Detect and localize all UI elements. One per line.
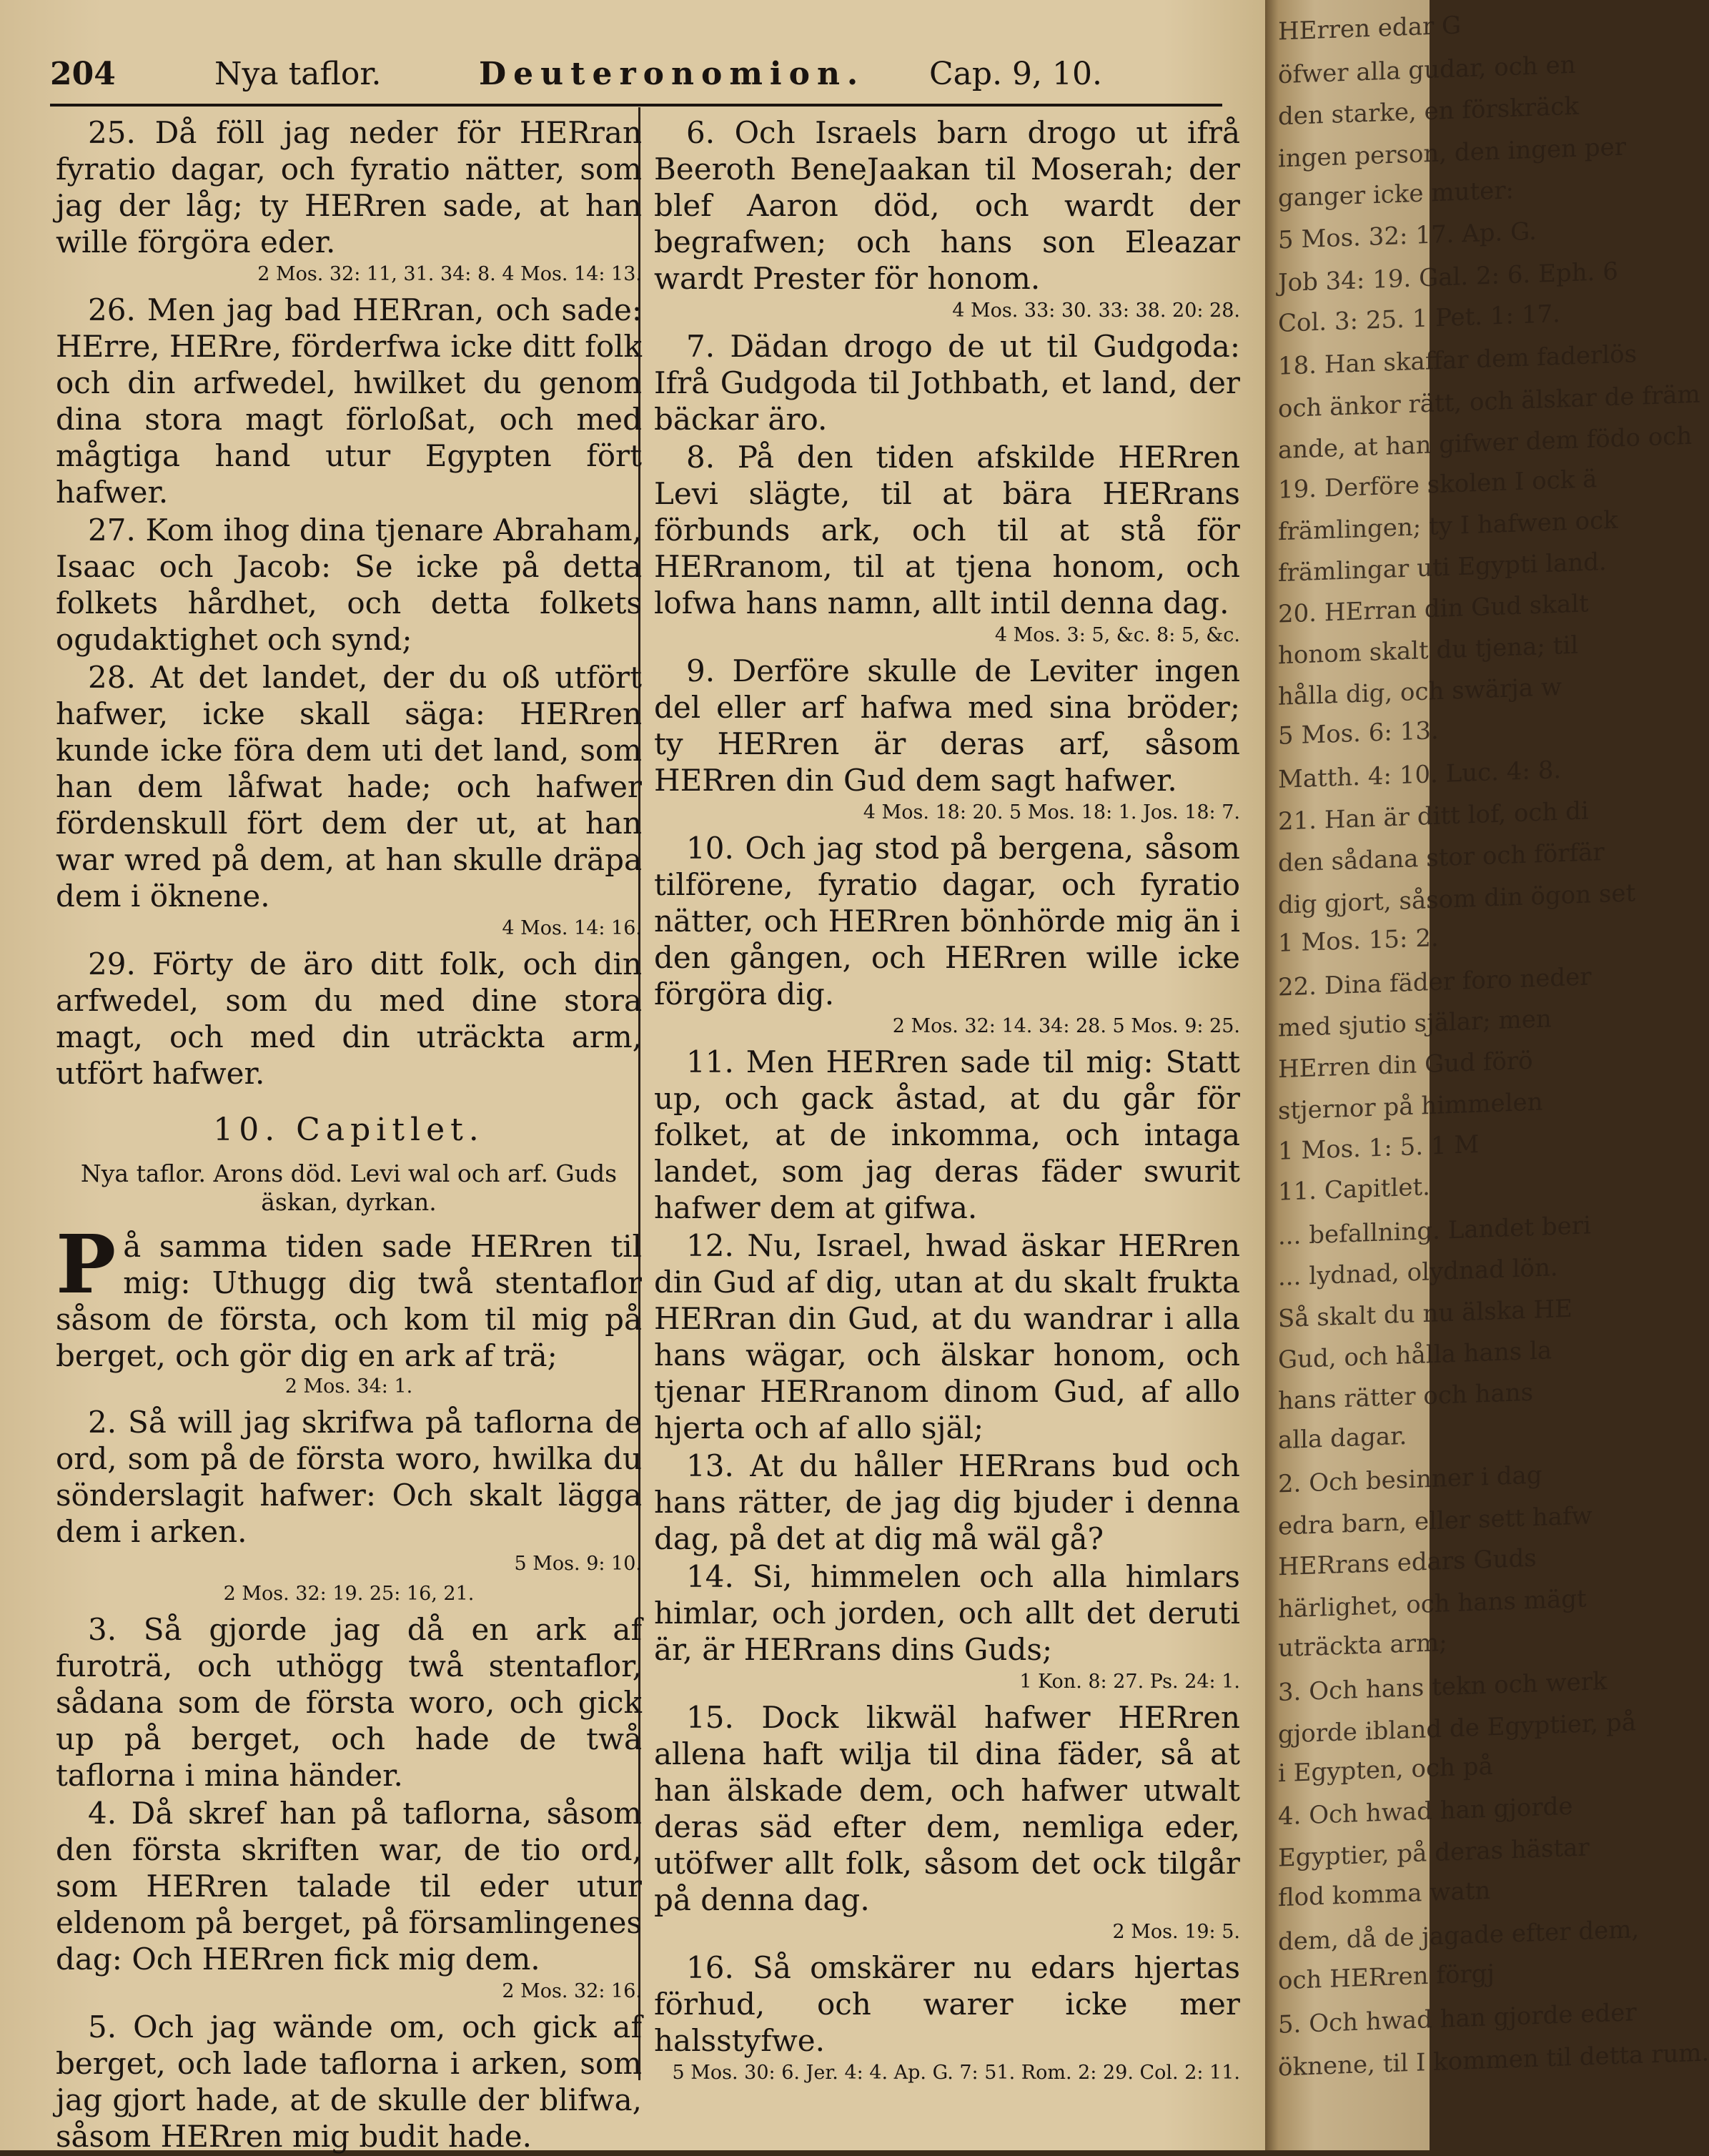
- facing-page-line: främlingen; ty I hafwen ock: [1278, 505, 1618, 547]
- cross-reference: 2 Mos. 19: 5.: [1112, 1921, 1240, 1943]
- cross-reference: 2 Mos. 32: 14. 34: 28. 5 Mos. 9: 25.: [892, 1015, 1240, 1037]
- cross-reference: 2 Mos. 32: 11, 31. 34: 8. 4 Mos. 14: 13.: [257, 263, 642, 285]
- facing-page-line: 21. Han är ditt lof, och di: [1278, 796, 1589, 836]
- verse: 7. Dädan drogo de ut til Gudgoda: Ifrå Gudgoda til Jothbath, et land, der bäckar äro.: [654, 329, 1240, 437]
- facing-page-line: 22. Dina fäder foro neder: [1278, 962, 1592, 1002]
- left-column: [56, 114, 642, 2156]
- facing-page-line: och HERren förgj: [1278, 1959, 1495, 1996]
- facing-page-line: dem, då de jagade efter dem,: [1278, 1915, 1640, 1957]
- facing-page-line: 1 Mos. 15: 2.: [1278, 924, 1439, 958]
- book-title: Deuteronomion.: [479, 56, 866, 92]
- facing-page-line: hålla dig, och swärja w: [1278, 673, 1562, 711]
- verse: 9. Derföre skulle de Leviter ingen del eller arf hafwa med sina bröder; ty HERren är deras arf, såsom HERren din Gud dem sagt hafwer.: [654, 653, 1240, 798]
- facing-page-line: Gud, och hålla hans la: [1278, 1336, 1552, 1375]
- facing-page-line: Col. 3: 25. 1 Pet. 1: 17.: [1278, 300, 1560, 338]
- cross-reference: 4 Mos. 33: 30. 33: 38. 20: 28.: [952, 300, 1240, 322]
- facing-page-line: alla dagar.: [1278, 1421, 1407, 1455]
- facing-page-line: 20. HErran din Gud skalt: [1278, 589, 1589, 629]
- facing-page-line: ganger icke muter:: [1278, 176, 1514, 213]
- facing-page-line: främlingar uti Egypti land.: [1278, 547, 1607, 588]
- chapter-first-verse: [56, 1218, 642, 1374]
- chapter-summary: Nya taflor. Arons död. Levi wal och arf. Guds äskan, dyrkan.: [80, 1159, 618, 1216]
- facing-page-line: 11. Capitlet.: [1278, 1172, 1430, 1207]
- facing-page-line: ande, at han gifwer dem födo och: [1278, 421, 1693, 465]
- verse: 27. Kom ihog dina tjenare Abraham, Isaac och Jacob: Se icke på detta folkets hårdhet, och detta folkets ogudaktighet och synd;: [56, 513, 642, 657]
- drop-cap: P: [56, 1218, 117, 1312]
- facing-page-line: härlighet, och hans mägt: [1278, 1584, 1587, 1624]
- facing-page-line: flod komma watn: [1278, 1876, 1491, 1913]
- cross-reference: 2 Mos. 34: 1.: [284, 1375, 413, 1398]
- verse: 13. At du håller HERrans bud och hans rätter, de jag dig bjuder i denna dag, på det at dig må wäl gå?: [654, 1448, 1240, 1556]
- facing-page-line: hans rätter och hans: [1278, 1378, 1534, 1416]
- facing-page-line: den sådana stor och förfär: [1278, 838, 1605, 878]
- right-column: [654, 114, 1240, 2090]
- facing-page-line: Job 34: 19. Gal. 2: 6. Eph. 6: [1278, 257, 1618, 298]
- cross-reference: 4 Mos. 18: 20. 5 Mos. 18: 1. Jos. 18: 7.: [863, 801, 1240, 824]
- cross-reference: 2 Mos. 32: 16.: [502, 1980, 642, 2002]
- facing-page-line: 18. Han skaffar dem faderlös: [1278, 340, 1638, 381]
- facing-page-line: gjorde ibland de Egyptier, på: [1278, 1708, 1637, 1749]
- cross-reference: 5 Mos. 9: 10.: [514, 1553, 642, 1575]
- verse: 15. Dock likwäl hafwer HERren allena haft wilja til dina fäder, så at han älskade dem, och hafwer utwalt deras säd efter dem, nemliga eder, utöfwer allt folk, såsom det ock tilgår på denna dag.: [654, 1700, 1240, 1917]
- verse: 29. Förty de äro ditt folk, och din arfwedel, som du med dine stora magt, och med din uträckta arm, utfört hafwer.: [56, 946, 642, 1091]
- facing-page-line: stjernor på himmelen: [1278, 1087, 1543, 1126]
- cross-reference: 5 Mos. 30: 6. Jer. 4: 4. Ap. G. 7: 51. Rom. 2: 29. Col. 2: 11.: [672, 2062, 1240, 2084]
- cross-reference: 1 Kon. 8: 27. Ps. 24: 1.: [1019, 1671, 1240, 1693]
- verse: 6. Och Israels barn drogo ut ifrå Beeroth BeneJaakan til Moserah; der blef Aaron död, och wardt der begrafwen; och hans son Eleazar wardt Prester för honom.: [654, 115, 1240, 296]
- verse: 2. Så will jag skrifwa på taflorna de ord, som på de första woro, hwilka du sönderslagit hafwer: Och skalt lägga dem i arken.: [56, 1405, 642, 1549]
- facing-page-line: ... befallning. Landet beri: [1278, 1211, 1591, 1251]
- facing-page-line: 5. Och hwad han gjorde eder: [1278, 1998, 1637, 2039]
- facing-page-line: HErren din Gud förö: [1278, 1046, 1533, 1084]
- facing-page-line: i Egypten, och på: [1278, 1751, 1493, 1789]
- facing-page-line: edra barn, eller sett hafw: [1278, 1501, 1592, 1541]
- verse: 25. Då föll jag neder för HERran fyratio dagar, och fyratio nätter, som jag der låg; ty HERren sade, at han wille förgöra eder.: [56, 115, 642, 259]
- verse: 28. At det landet, der du oß utfört hafwer, icke skall säga: HERren kunde icke föra dem uti det land, som han dem låfwat hade; och hafwer fördenskull fört dem der ut, at han war wred på dem, at han skulle dräpa dem i öknene.: [56, 660, 642, 914]
- facing-page-line: HERrans edars Guds: [1278, 1543, 1537, 1582]
- facing-page-line: 4. Och hwad han gjorde: [1278, 1791, 1573, 1831]
- cross-reference: 4 Mos. 3: 5, &c. 8: 5, &c.: [994, 624, 1240, 646]
- chapter-reference: Cap. 9, 10.: [929, 56, 1102, 92]
- cross-reference: 4 Mos. 14: 16.: [502, 917, 642, 939]
- facing-page-line: öfwer alla gudar, och en: [1278, 50, 1576, 90]
- facing-page-line: HErren edar G: [1278, 11, 1462, 46]
- page-number: 204: [50, 56, 116, 92]
- verse: 11. Men HERren sade til mig: Statt up, och gack åstad, at du går för folket, at de inkomma, och intaga landet, som jag deras fäder swurit hafwer dem at gifwa.: [654, 1044, 1240, 1225]
- facing-page-line: och änkor rätt, och älskar de främ: [1278, 380, 1700, 424]
- verse: 3. Så gjorde jag då en ark af furoträ, och uthögg twå stentaflor, sådana som de första woro, och gick up på berget, och hade de twå taflorna i mina händer.: [56, 1612, 642, 1793]
- page-header: [50, 43, 1222, 107]
- facing-page-edge: [1265, 0, 1709, 2150]
- verse: 4. Då skref han på taflorna, såsom den första skriften war, de tio ord, som HERren talade til eder utur eldenom på berget, på församlingenes dag: Och HERren fick mig dem.: [56, 1796, 642, 1977]
- cross-reference: 2 Mos. 32: 19. 25: 16, 21.: [223, 1583, 475, 1605]
- facing-page-line: ... lydnad, olydnad lön.: [1278, 1253, 1558, 1292]
- facing-page-line: 3. Och hans tekn och werk: [1278, 1666, 1608, 1708]
- header-rule: [50, 104, 1222, 107]
- facing-page-line: Matth. 4: 10. Luc. 4: 8.: [1278, 756, 1562, 794]
- facing-page-line: dig gjort, såsom din ögon set: [1278, 879, 1636, 920]
- facing-page-line: uträckta arm;: [1278, 1628, 1447, 1663]
- facing-page-line: 5 Mos. 32: 17. Ap. G.: [1278, 217, 1537, 255]
- verse: 14. Si, himmelen och alla himlars himlar, och jorden, och allt det deruti är, är HERrans dins Guds;: [654, 1559, 1240, 1667]
- facing-page-line: 19. Derföre skolen I ock ä: [1278, 465, 1597, 505]
- verse: 12. Nu, Israel, hwad äskar HERren din Gud af dig, utan at du skalt frukta HERran din Gud, at du wandrar i alla hans wägar, och älskar honom, och tjenar HERranom dinom Gud, af allo hjerta och af allo själ;: [654, 1228, 1240, 1445]
- facing-page-line: 2. Och besinner i dag: [1278, 1460, 1542, 1499]
- facing-page-line: Egyptier, på deras hästar: [1278, 1833, 1590, 1873]
- verse: 26. Men jag bad HERran, och sade: HErre, HERre, förderfwa icke ditt folk och din arfwedel, hwilket du genom dina stora magt förloßat, och med mågtiga hand utur Egypten fört hafwer.: [56, 292, 642, 510]
- running-title-left: Nya taflor.: [214, 56, 382, 92]
- facing-page-line: ingen person, den ingen per: [1278, 132, 1627, 174]
- facing-page-line: öknene, til I kommen til detta rum.: [1278, 2038, 1709, 2082]
- verse: 5. Och jag wände om, och gick af berget, och lade taflorna i arken, som jag gjort hade, at de skulle der blifwa, såsom HERren mig budit hade.: [56, 2009, 642, 2154]
- facing-page-line: Så skalt du nu älska HE: [1278, 1294, 1572, 1334]
- verse: 8. På den tiden afskilde HERren Levi slägte, til at bära HERrans förbunds ark, och til at stå för HERranom, til at tjena honom, och lofwa hans namn, allt intil denna dag.: [654, 440, 1240, 620]
- facing-page-line: 5 Mos. 6: 13.: [1278, 716, 1439, 751]
- facing-page-line: med sjutio själar; men: [1278, 1004, 1552, 1043]
- facing-page-line: den starke, en förskräck: [1278, 92, 1579, 132]
- verse: 16. Så omskärer nu edars hjertas förhud, och warer icke mer halsstyfwe.: [654, 1950, 1240, 2058]
- chapter-heading: 10. Capitlet.: [213, 1112, 485, 1148]
- verse: 10. Och jag stod på bergena, såsom tilförene, fyratio dagar, och fyratio nätter, och HERren bönhörde mig än i den gången, och HERren wille icke förgöra dig.: [654, 831, 1240, 1012]
- facing-page-line: 1 Mos. 1: 5. 1 M: [1278, 1130, 1480, 1166]
- facing-page-line: honom skalt du tjena; til: [1278, 631, 1579, 671]
- first-verse-text: å samma tiden sade HERren til mig: Uthugg dig twå stentaflor såsom de första, och kom til mig på berget, och gör dig en ark af trä;: [56, 1229, 642, 1373]
